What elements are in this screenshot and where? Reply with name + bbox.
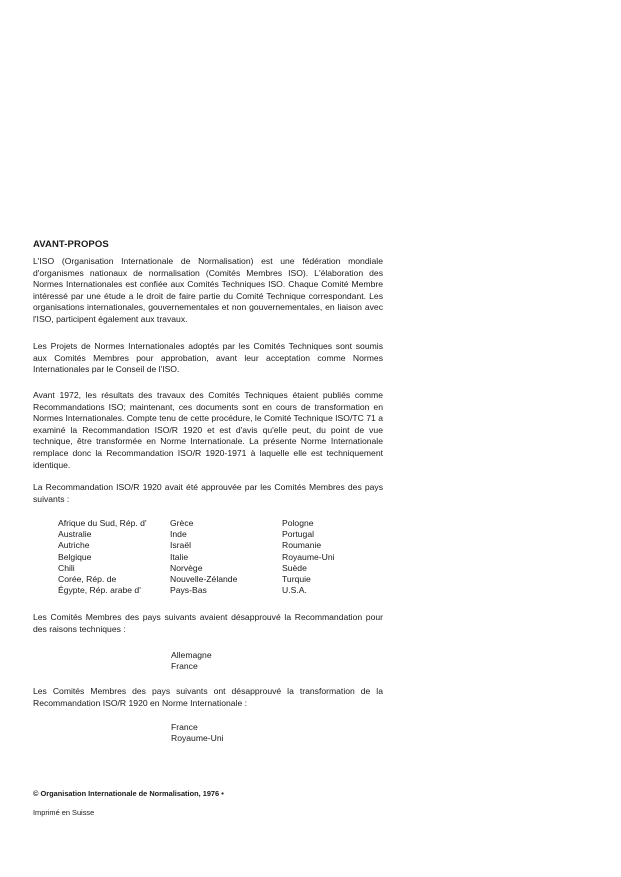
country-item: Inde [170,529,187,540]
page-title: AVANT-PROPOS [33,239,109,250]
country-item: Nouvelle-Zélande [170,574,238,585]
country-item: Corée, Rép. de [58,574,117,585]
approving-countries-table [58,518,392,596]
countries-column-2 [170,518,282,596]
country-item: France [171,661,198,672]
country-item: Suède [282,562,307,573]
copyright-notice: © Organisation Internationale de Normalisation, 1976 • [33,789,224,798]
paragraph-history: Avant 1972, les résultats des travaux des Comités Techniques étaient publiés comme Recommandations ISO; maintenant, ces documents sont en cours de transformation en Normes Internationales. Compte tenu de cette procédure, le Comité Technique ISO/TC 71 a examiné la Recommandation ISO/R 1920 et est d'avis qu'elle peut, du point de vue technique, être transformée en Norme Internationale. La présente Norme Internationale remplace donc la Recommandation ISO/R 1920-1971 à laquelle elle est techniquement identique. [33,390,383,470]
country-item: Pologne [282,518,314,528]
printed-in-note: Imprimé en Suisse [33,808,95,817]
paragraph-intro: L'ISO (Organisation Internationale de Normalisation) est une fédération mondiale d'organismes nationaux de normalisation (Comités Membres ISO). L'élaboration des Normes Internationales est confiée aux Comités Techniques ISO. Chaque Comité Membre intéressé par une étude a le droit de faire partie du Comité Technique correspondant. Les organisations internationales, gouvernementales et non gouvernementales, en liaison avec l'ISO, participent également aux travaux. [33,256,383,324]
countries-column-3 [282,518,392,596]
country-item: Australie [58,529,92,540]
country-item: Belgique [58,551,92,562]
paragraph-disapproval-transformation: Les Comités Membres des pays suivants ont désapprouvé la transformation de la Recommandation ISO/R 1920 en Norme Internationale : [33,686,383,708]
country-item: Pays-Bas [170,585,207,596]
country-item: Israël [170,540,192,551]
paragraph-approval: La Recommandation ISO/R 1920 avait été approuvée par les Comités Membres des pays suivants : [33,482,383,504]
paragraph-drafts: Les Projets de Normes Internationales adoptés par les Comités Techniques sont soumis aux Comités Membres pour approbation, avant leur acceptation comme Normes Internationales par le Conseil de l'ISO. [33,341,383,375]
country-item: Roumanie [282,540,322,551]
paragraph-disapproval-technical: Les Comités Membres des pays suivants avaient désapprouvé la Recommandation pour des raisons techniques : [33,612,383,634]
country-item: Chili [58,562,75,573]
disapproving-transformation-list [171,722,224,745]
country-item: U.S.A. [282,585,307,596]
country-item: Portugal [282,529,315,540]
country-item: Allemagne [171,650,212,660]
country-item: Italie [170,551,189,562]
country-item: Grèce [170,518,194,528]
countries-column-1 [58,518,170,596]
disapproving-countries-list [171,650,212,673]
country-item: Autriche [58,540,90,551]
country-item: Afrique du Sud, Rép. d' [58,518,147,528]
country-item: Turquie [282,574,311,585]
country-item: France [171,722,198,732]
country-item: Norvège [170,562,203,573]
country-item: Royaume-Uni [282,551,335,562]
country-item: Égypte, Rép. arabe d' [58,585,141,596]
country-item: Royaume-Uni [171,733,224,744]
